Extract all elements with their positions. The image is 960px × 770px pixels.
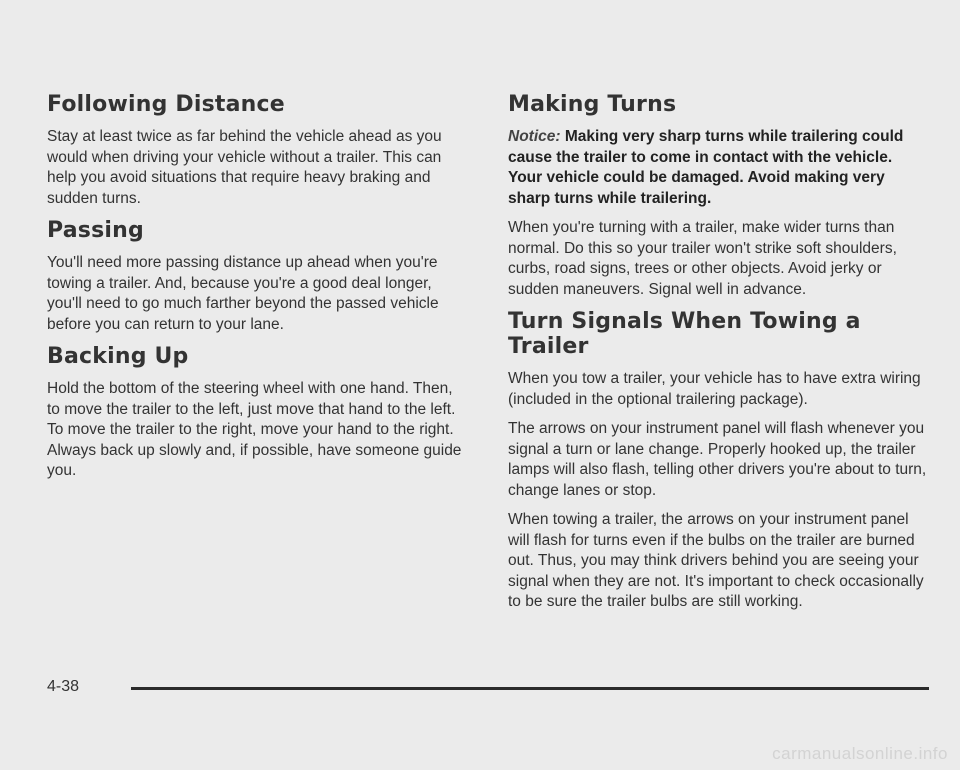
paragraph-turn-signals-1: When you tow a trailer, your vehicle has to have extra wiring (included in the optional trailering package). <box>508 370 921 408</box>
paragraph-backing-up: Hold the bottom of the steering wheel with one hand. Then, to move the trailer to the left, just move that hand to the left. To move the trailer to the right, move your hand to the right. Always back up slowly and, if possible, have someone guide you. <box>47 380 462 479</box>
paragraph-following-distance: Stay at least twice as far behind the vehicle ahead as you would when driving your vehicle without a trailer. This can help you avoid situations that require heavy braking and sudden turns. <box>47 128 442 207</box>
watermark: carmanualsonline.info <box>772 744 948 763</box>
heading-following-distance: Following Distance <box>47 92 285 117</box>
notice-block <box>508 127 928 209</box>
notice-text: Making very sharp turns while trailering could cause the trailer to come in contact with the vehicle. Your vehicle could be damaged. Avoid making very sharp turns while trailering. <box>508 128 904 207</box>
paragraph-turn-signals-3: When towing a trailer, the arrows on your instrument panel will flash for turns even if the bulbs on the trailer are burned out. Thus, you may think drivers behind you are seeing your signal when they are not. It's important to check occasionally to be sure the trailer bulbs are still working. <box>508 511 924 610</box>
heading-backing-up: Backing Up <box>47 344 189 369</box>
right-column <box>508 92 928 622</box>
section-turn-signals <box>508 309 928 613</box>
section-following-distance <box>47 92 467 209</box>
paragraph-turn-signals-2: The arrows on your instrument panel will flash whenever you signal a turn or lane change. Properly hooked up, the trailer lamps will also flash, telling other drivers you're about to turn, change lanes or stop. <box>508 420 927 499</box>
heading-turn-signals: Turn Signals When Towing a Trailer <box>508 309 861 359</box>
footer-rule <box>131 687 929 690</box>
paragraph-passing: You'll need more passing distance up ahead when you're towing a trailer. And, because you're a good deal longer, you'll need to go much farther beyond the passed vehicle before you can return to your lane. <box>47 254 439 333</box>
page-number: 4-38 <box>47 678 80 695</box>
heading-making-turns: Making Turns <box>508 92 677 117</box>
left-column <box>47 92 467 491</box>
section-backing-up <box>47 344 467 482</box>
paragraph-making-turns: When you're turning with a trailer, make wider turns than normal. Do this so your trailer won't strike soft shoulders, curbs, road signs, trees or other objects. Avoid jerky or sudden maneuvers. Signal well in advance. <box>508 219 897 298</box>
heading-passing: Passing <box>47 218 144 243</box>
notice-label: Notice: <box>508 128 561 145</box>
section-passing <box>47 218 467 335</box>
section-making-turns <box>508 92 928 300</box>
